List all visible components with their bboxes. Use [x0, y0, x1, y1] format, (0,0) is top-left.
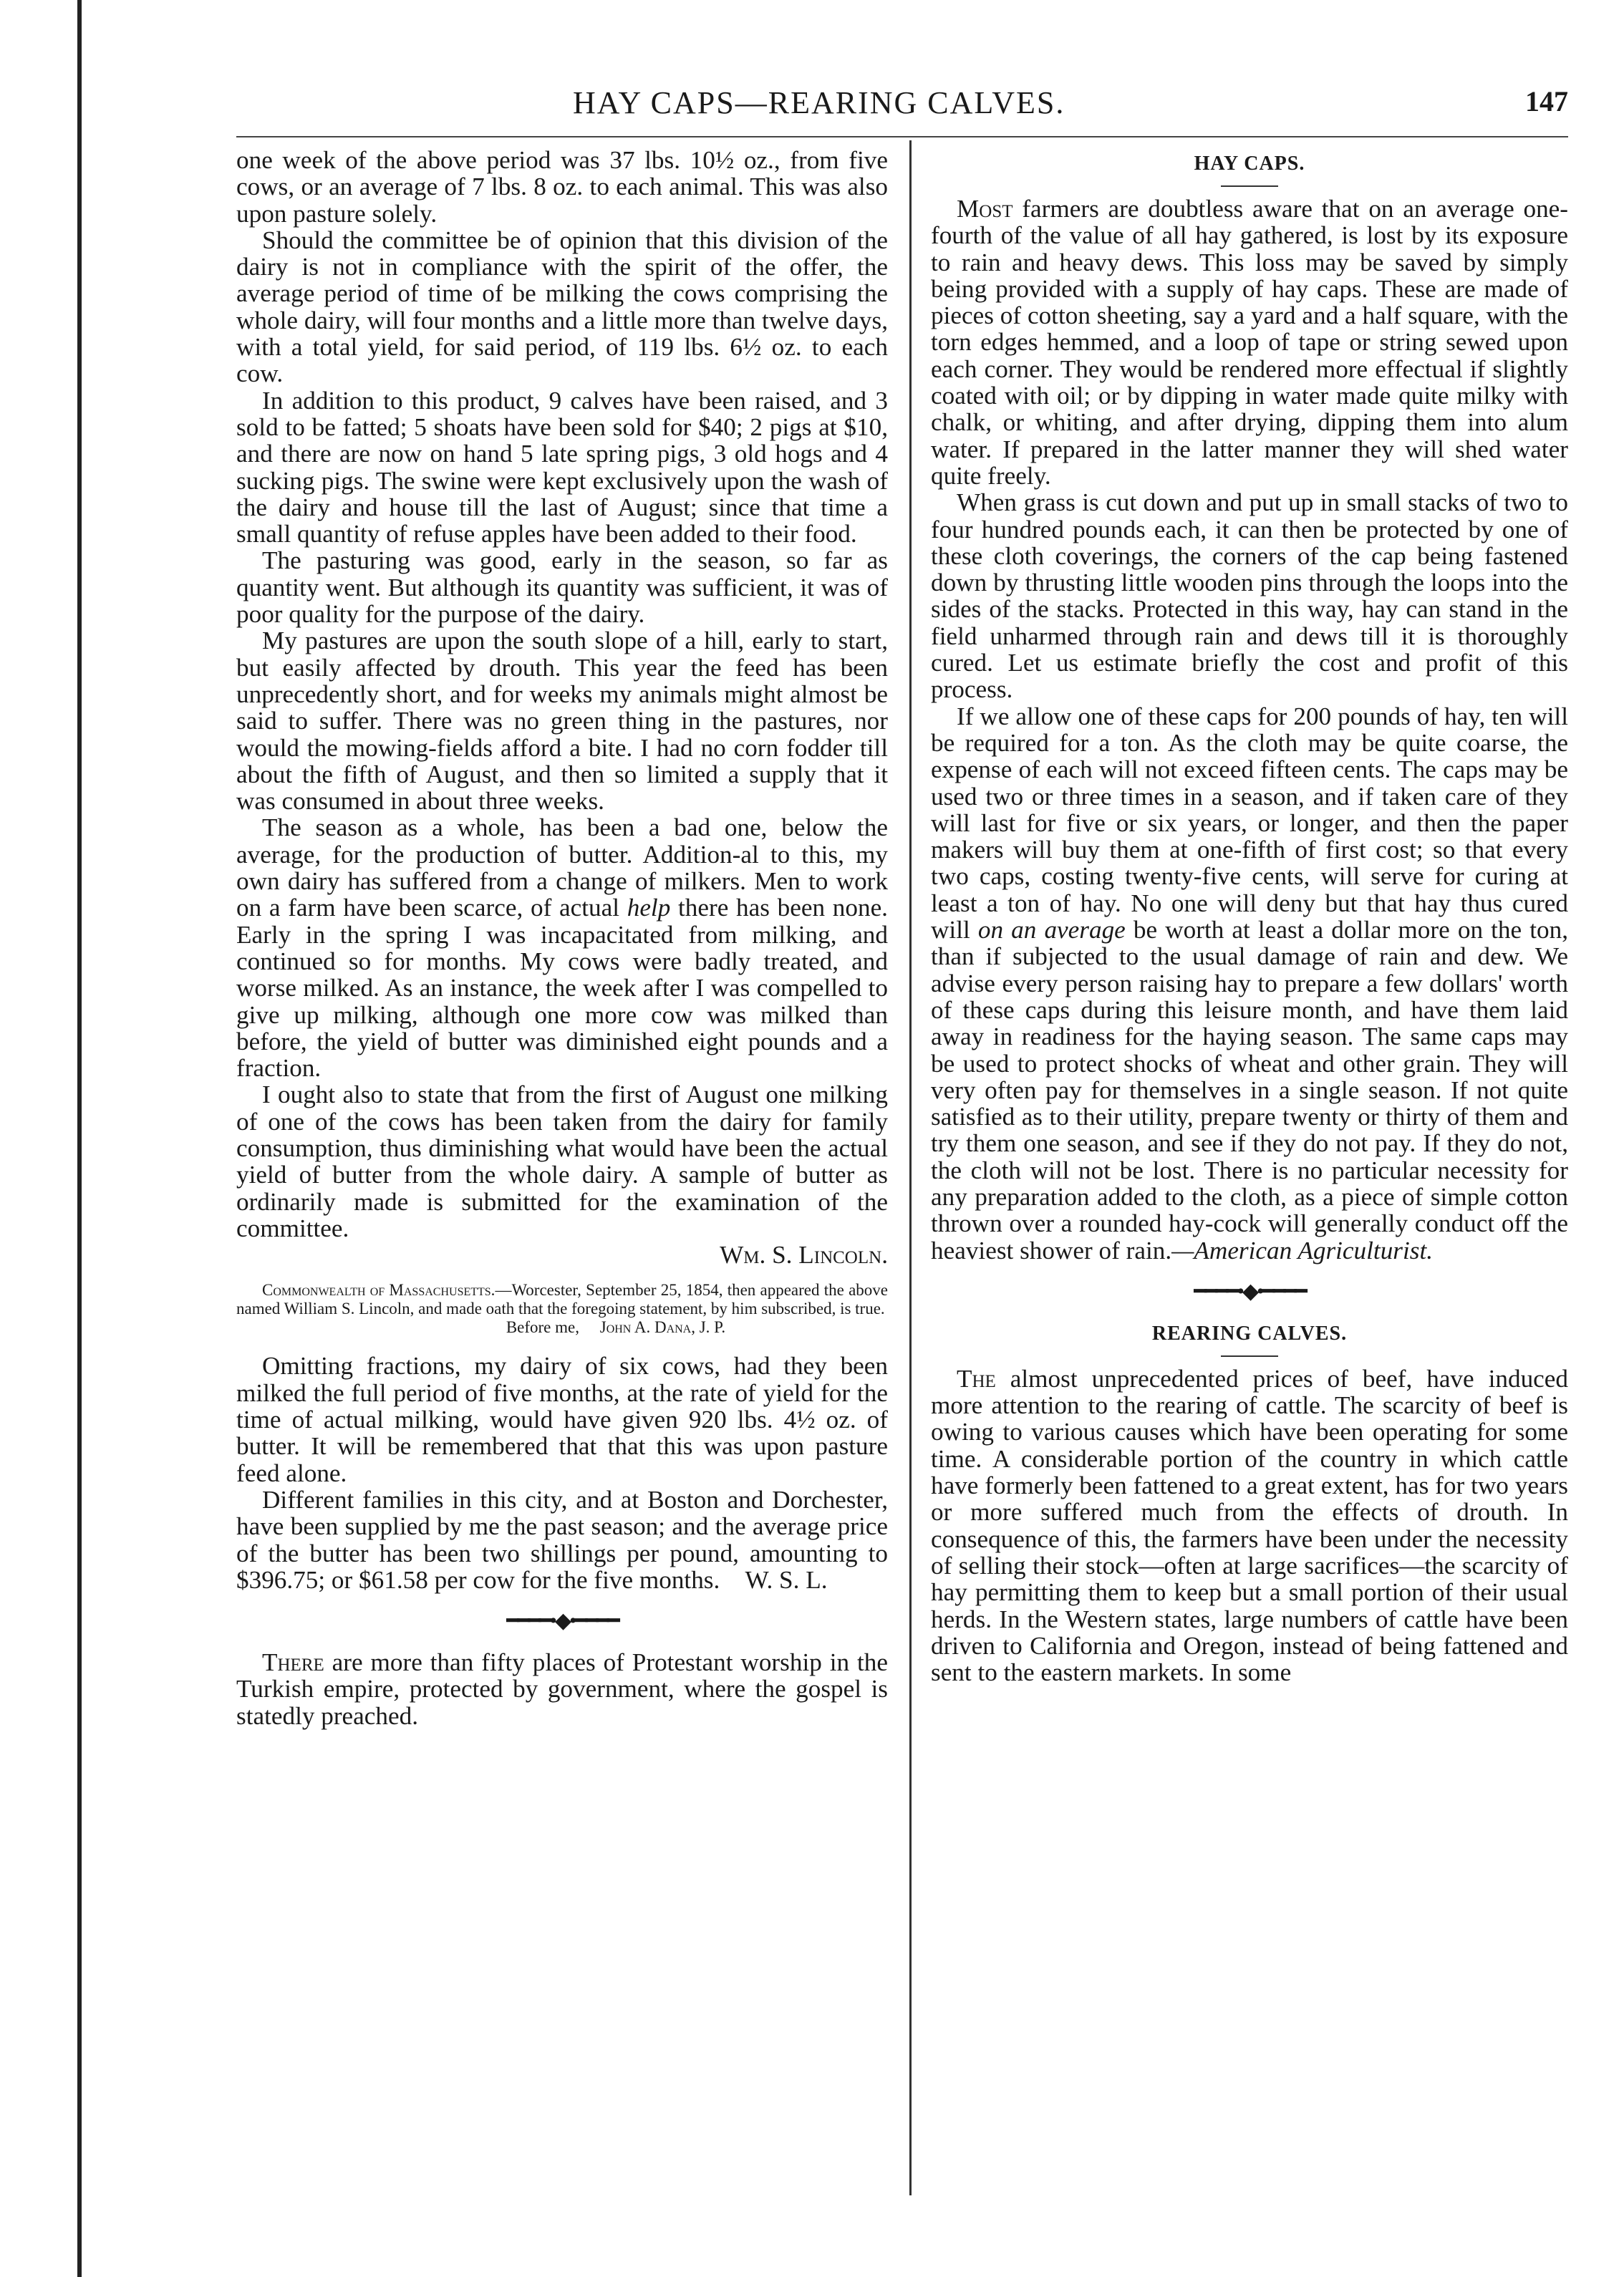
signature: Wm. S. Lincoln. [720, 1241, 888, 1270]
page-number: 147 [1525, 85, 1568, 117]
page-header [236, 84, 1568, 135]
paragraph: The pasturing was good, early in the season, so far as quantity went. But although its quantity was sufficient, it was of poor quality for the purpose of the dairy. [236, 546, 888, 629]
paragraph: My pastures are upon the south slope of a hill, early to start, but easily affected by drouth. This year the feed has been unprecedently short, and for weeks my animals might almost be said to suffer. There was no green thing in the pastures, nor would the mowing-fields afford a bite. I had no corn fodder till about the fifth of August, and then so limited a supply that it was consumed in about three weeks. [236, 627, 888, 816]
source-attribution: —American Agriculturist. [1171, 1236, 1434, 1265]
ornament-divider: ━━━━•◆•━━━━ [1194, 1279, 1305, 1303]
page-edge-rule [77, 0, 82, 2277]
paragraph: If we allow one of these caps for 200 pounds of hay, ten will be required for a ton. As the cloth may be quite coarse, the expense of each will not exceed fifteen cents. The caps may be used two or three times in a season, and if taken care of they will last for five or six years, or longer, and then the paper makers will buy them at one-fifth of first cost; so that every two caps, costing twenty-five cents, will serve for curing at least a ton of hay. No one will deny but that hay thus cured will on an average be worth at least a dollar more on the ton, than if subjected to the usual damage of rain and dew. We advise every person raising hay to prepare a few dollars' worth of these caps during this leisure month, and have them laid away in readiness for the haying season. The same caps may be used to protect shocks of wheat and other grain. They will very often pay for themselves in a single season. If not quite satisfied as to their utility, prepare twenty or thirty of them and try them one season, and see if they do not pay. If they do not, the cloth will not be lost. There is no particular necessity for any preparation added to the cloth, as a piece of simple cotton thrown over a rounded hay-cock will generally conduct off the heaviest shower of rain.—American Agriculturist. [931, 702, 1568, 1265]
paragraph: The season as a whole, has been a bad one, below the average, for the production of butter. Addition-al to this, my own dairy has suffered from a change of milkers. Men to work on a farm have been scarce, of actual help there has been none. Early in the spring I was incapacitated from milking, and continued so for months. My cows were badly treated, and worse milked. As an instance, the week after I was compelled to give up milking, although one more cow was milked than before, the yield of butter was diminished eight pounds and a fraction. [236, 813, 888, 1083]
paragraph: one week of the above period was 37 lbs. 10½ oz., from five cows, or an average of 7 lbs. 8 oz. to each animal. This was also upon pasture solely. [236, 146, 888, 228]
paragraph: Omitting fractions, my dairy of six cows, had they been milked the full period of five months, at the rate of yield for the time of actual milking, would have given 920 lbs. 4½ oz. of butter. It will be remembered that that this was upon pasture feed alone. [236, 1352, 888, 1487]
affidavit-note: Commonwealth of Massachusetts.—Worcester, September 25, 1854, then appeared the above named William S. Lincoln, and made oath that the foregoing statement, by him subscribed, is true. Before me, John A. Dana, J. P. [236, 1281, 888, 1337]
paragraph: When grass is cut down and put up in small stacks of two to four hundred pounds each, it can then be protected by one of these cloth coverings, the corners of the cap being fastened down by thrusting little wooden pins through the loops into the sides of the stacks. Protected in this way, hay can stand in the field unharmed through rain and dews till it is thoroughly cured. Let us estimate briefly the cost and profit of this process. [931, 488, 1568, 704]
paragraph: There are more than fifty places of Protestant worship in the Turkish empire, protected by government, where the gospel is statedly preached. [236, 1648, 888, 1730]
note-attestation: Before me, John A. Dana, J. P. [506, 1318, 726, 1337]
paragraph: The almost unprecedented prices of beef, have induced more attention to the rearing of cattle. The scarcity of beef is owing to various causes which have been operating for some time. A considerable portion of the country in which cattle have formerly been fattened to a great extent, has for two years or more suffered much from the effects of drouth. In consequence of this, the farmers have been under the necessity of selling their stock—often at large sacrifices—the scarcity of hay permitting them to keep but a small portion of their usual herds. In the Western states, large numbers of cattle have been driven to California and Oregon, instead of being fattened and sent to the eastern markets. In some [931, 1364, 1568, 1687]
section-title-rearing-calves: REARING CALVES. [1151, 1322, 1348, 1345]
header-rule [236, 136, 1568, 137]
paragraph: Most farmers are doubtless aware that on an average one-fourth of the value of all hay gathered, is lost by its exposure to rain and heavy dews. This loss may be saved by simply being provided with a supply of hay caps. These are made of pieces of cotton sheeting, say a yard and a half square, with the torn edges hemmed, and a loop of tape or string sewed upon each corner. They would be rendered more effectual if slightly coated with oil; or by dipping in water made quite milky with chalk, or whiting, and after drying, dipping them into alum water. If prepared in the latter manner they will shed water quite freely. [931, 195, 1568, 490]
initials-signature: W. S. L. [745, 1565, 828, 1594]
title-rule [1221, 1355, 1278, 1357]
paragraph: In addition to this product, 9 calves have been raised, and 3 sold to be fatted; 5 shoats have been sold for $40; 2 pigs at $10, and there are now on hand 5 late spring pigs, 3 old hogs and 4 sucking pigs. The swine were kept exclusively upon the wash of the dairy and house till the last of August; since that time a small quantity of refuse apples have been added to their food. [236, 386, 888, 548]
emphasis: on an average [977, 916, 1126, 944]
paragraph: I ought also to state that from the first of August one milking of one of the cows has been taken from the dairy for family consumption, thus diminishing what would have been the actual yield of butter from the whole dairy. A sample of butter as ordinarily made is submitted for the examination of the committee. [236, 1081, 888, 1242]
emphasis: help [627, 894, 671, 922]
paragraph: Different families in this city, and at Boston and Dorchester, have been supplied by me the past season; and the average price of the butter has been two shillings per pound, amounting to $396.75; or $61.58 per cow for the five months. W. S. L. [236, 1485, 888, 1594]
running-head: HAY CAPS—REARING CALVES. [573, 85, 1065, 120]
section-title-hay-caps: HAY CAPS. [1194, 153, 1305, 175]
right-column [931, 147, 1568, 1686]
left-column [236, 147, 888, 1729]
column-divider [909, 140, 912, 2195]
title-rule [1221, 185, 1278, 187]
note-heading: Commonwealth of Massachusetts. [262, 1281, 496, 1300]
paragraph: Should the committee be of opinion that this division of the dairy is not in compliance with the spirit of the offer, the average period of time of be milking the cows comprising the whole dairy, will four months and a little more than twelve days, with a total yield, for said period, of 119 lbs. 6½ oz. to each cow. [236, 226, 888, 388]
ornament-divider: ━━━━•◆•━━━━ [506, 1609, 618, 1633]
